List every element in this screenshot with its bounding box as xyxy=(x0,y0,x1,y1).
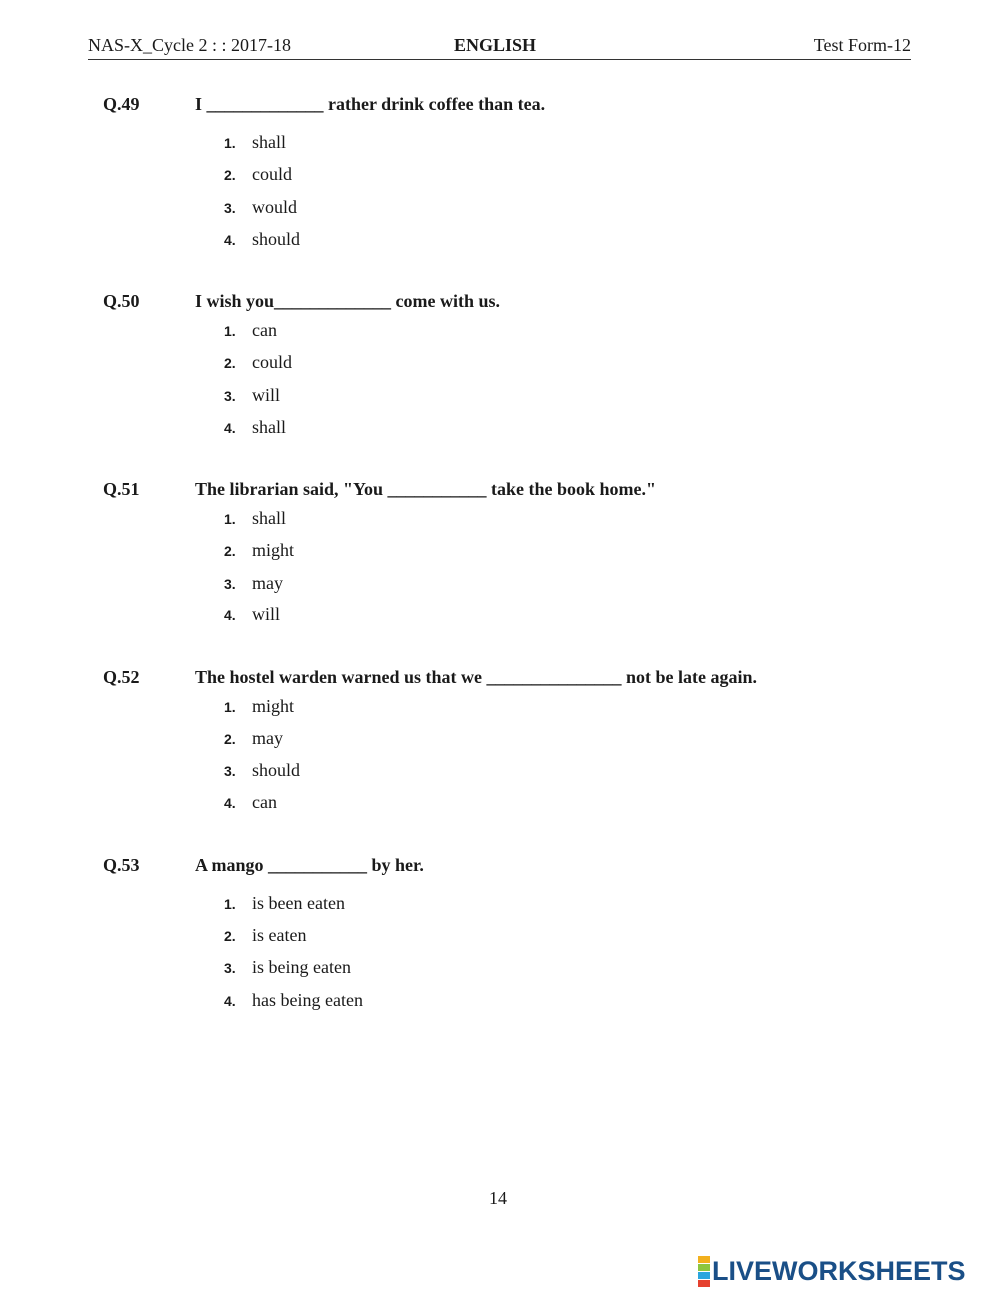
logo-text: LIVEWORKSHEETS xyxy=(712,1255,966,1286)
option-item[interactable] xyxy=(224,728,283,750)
option-number: 3. xyxy=(224,575,236,592)
option-item[interactable] xyxy=(224,352,292,374)
option-number: 3. xyxy=(224,959,236,976)
question-text: The hostel warden warned us that we _______________ not be late again. xyxy=(195,667,758,687)
option-item[interactable] xyxy=(224,696,294,718)
option-item[interactable] xyxy=(224,540,294,562)
option-item[interactable] xyxy=(224,792,277,814)
option-number: 3. xyxy=(224,387,236,404)
option-number: 4. xyxy=(224,992,236,1009)
question-text: The librarian said, "You ___________ take the book home." xyxy=(195,479,657,499)
option-number: 2. xyxy=(224,166,236,183)
option-item[interactable] xyxy=(224,925,306,947)
option-text: has being eaten xyxy=(252,990,363,1010)
option-text: will xyxy=(252,604,281,624)
question-text: I _____________ rather drink coffee than tea. xyxy=(195,94,546,114)
logo-blocks-icon xyxy=(698,1256,710,1287)
option-number: 4. xyxy=(224,606,236,623)
header-subject: ENGLISH xyxy=(454,35,537,55)
option-text: is being eaten xyxy=(252,957,351,977)
option-item[interactable] xyxy=(224,957,351,979)
option-item[interactable] xyxy=(224,132,286,154)
option-text: might xyxy=(252,696,295,716)
option-item[interactable] xyxy=(224,320,277,342)
option-text: shall xyxy=(252,508,286,528)
logo-block-green xyxy=(698,1264,710,1271)
option-item[interactable] xyxy=(224,385,280,407)
option-item[interactable] xyxy=(224,229,300,251)
question-number: Q.51 xyxy=(103,479,140,499)
header-exam-cycle: NAS-X_Cycle 2 : : 2017-18 xyxy=(88,35,291,55)
option-number: 1. xyxy=(224,322,236,339)
option-text: is eaten xyxy=(252,925,307,945)
option-text: shall xyxy=(252,132,286,152)
option-number: 1. xyxy=(224,895,236,912)
page-number: 14 xyxy=(489,1188,507,1208)
option-item[interactable] xyxy=(224,893,345,915)
question-number: Q.49 xyxy=(103,94,140,114)
logo-block-blue xyxy=(698,1272,710,1279)
liveworksheets-logo[interactable] xyxy=(698,1255,966,1287)
question-number: Q.53 xyxy=(103,855,140,875)
option-item[interactable] xyxy=(224,164,292,186)
option-number: 4. xyxy=(224,794,236,811)
option-item[interactable] xyxy=(224,197,297,219)
option-number: 1. xyxy=(224,698,236,715)
question-number: Q.50 xyxy=(103,291,140,311)
option-item[interactable] xyxy=(224,417,286,439)
option-text: may xyxy=(252,728,283,748)
option-number: 1. xyxy=(224,134,236,151)
question-text: A mango ___________ by her. xyxy=(195,855,424,875)
option-text: might xyxy=(252,540,295,560)
option-number: 3. xyxy=(224,199,236,216)
option-text: could xyxy=(252,352,292,372)
option-number: 4. xyxy=(224,419,236,436)
option-number: 1. xyxy=(224,510,236,527)
question-text: I wish you_____________ come with us. xyxy=(195,291,501,311)
option-text: is been eaten xyxy=(252,893,345,913)
option-text: can xyxy=(252,320,277,340)
option-text: should xyxy=(252,229,301,249)
option-number: 3. xyxy=(224,762,236,779)
option-text: will xyxy=(252,385,281,405)
option-text: can xyxy=(252,792,277,812)
logo-block-red xyxy=(698,1280,710,1287)
page-header xyxy=(88,35,911,60)
option-item[interactable] xyxy=(224,573,283,595)
option-number: 2. xyxy=(224,542,236,559)
option-item[interactable] xyxy=(224,508,286,530)
option-number: 2. xyxy=(224,354,236,371)
option-number: 2. xyxy=(224,730,236,747)
option-number: 4. xyxy=(224,231,236,248)
option-text: should xyxy=(252,760,301,780)
option-text: may xyxy=(252,573,283,593)
option-text: would xyxy=(252,197,297,217)
header-test-form: Test Form-12 xyxy=(813,35,911,55)
option-item[interactable] xyxy=(224,604,280,626)
logo-block-yellow xyxy=(698,1256,710,1263)
option-number: 2. xyxy=(224,927,236,944)
option-text: could xyxy=(252,164,292,184)
option-item[interactable] xyxy=(224,990,363,1012)
question-number: Q.52 xyxy=(103,667,140,687)
option-text: shall xyxy=(252,417,286,437)
option-item[interactable] xyxy=(224,760,300,782)
